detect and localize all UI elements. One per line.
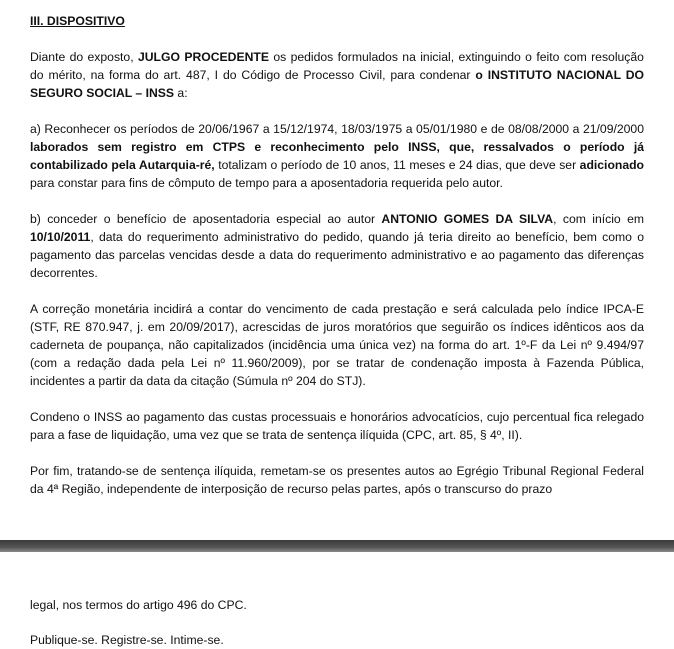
section-heading: III. DISPOSITIVO	[30, 14, 125, 28]
paragraph-costs: Condeno o INSS ao pagamento das custas processuais e honorários advocatícios, cujo percentual fica relegado para a fase de liquidação, uma vez que se trata de sentença ilíquida (CPC, art. 85, § 4º, II).	[30, 410, 644, 442]
p1-text-3: a:	[174, 86, 188, 100]
p2-bold-2: adicionado	[579, 158, 645, 172]
p2-bold-1: laborados sem registro em CTPS e reconhecimento pelo INSS, que, ressalvados o período já contabilizado pela Autarquia-ré,	[30, 140, 644, 172]
p3-bold-2: 10/10/2011	[30, 230, 91, 244]
p1-text-2: os pedidos formulados na inicial, extinguindo o feito com resolução do mérito, na forma do art. 487, I do Código de Processo Civil, para condenar	[30, 50, 644, 82]
paragraph-monetary-correction: A correção monetária incidirá a contar do vencimento de cada prestação e será calculada pelo índice IPCA-E (STF, RE 870.947, j. em 20/09/2017), acrescidas de juros moratórios que seguirão os índices idênticos aos da caderneta de poupança, não capitalizados (incidência uma única vez) na forma do art. 1º-F da Lei nº 9.494/97 (com a redação dada pela Lei nº 11.960/2009), por se tratar de condenação imposta à Fazenda Pública, incidentes a partir da data da citação (Súmula nº 204 do STJ).	[30, 302, 644, 388]
page-break-divider	[0, 540, 674, 552]
paragraph-judgment	[30, 48, 644, 102]
p2-text-2: totalizam o período de 10 anos, 11 meses e 24 dias, que deve ser	[214, 158, 580, 172]
p2-text-3: para constar para fins de cômputo de tempo para a aposentadoria requerida pelo autor.	[30, 176, 503, 190]
p1-bold-1: JULGO PROCEDENTE	[137, 50, 269, 64]
next-page	[0, 552, 674, 647]
paragraph-remand: Por fim, tratando-se de sentença ilíquida, remetam-se os presentes autos ao Egrégio Tribunal Regional Federal da 4ª Região, independente de interposição de recurso pelas partes, após o transcurso do prazo	[30, 464, 644, 496]
p3-text-3: , data do requerimento administrativo do pedido, quando já teria direito ao benefício, bem como o pagamento das parcelas vencidas desde a data do requerimento administrativo e ao pagamento das diferenças decorrentes.	[30, 230, 644, 280]
p1-bold-2: o INSTITUTO NACIONAL DO SEGURO SOCIAL – INSS	[30, 68, 644, 100]
p3-text-2: , com início em	[553, 212, 644, 226]
p3-bold-1: ANTONIO GOMES DA SILVA	[381, 212, 554, 226]
paragraph-item-b	[30, 210, 644, 282]
continuation-line: legal, nos termos do artigo 496 do CPC.	[30, 598, 247, 612]
paragraph-item-a	[30, 120, 644, 192]
p3-text-1: b) conceder o benefício de aposentadoria especial ao autor	[30, 212, 382, 226]
p1-text-1: Diante do exposto,	[30, 50, 138, 64]
cut-off-line: Publique-se. Registre-se. Intime-se.	[30, 633, 224, 647]
page-content	[30, 12, 644, 498]
p2-text-1: a) Reconhecer os períodos de 20/06/1967 a 15/12/1974, 18/03/1975 a 05/01/1980 e de 08/08/2000 a 21/09/2000	[30, 122, 644, 136]
